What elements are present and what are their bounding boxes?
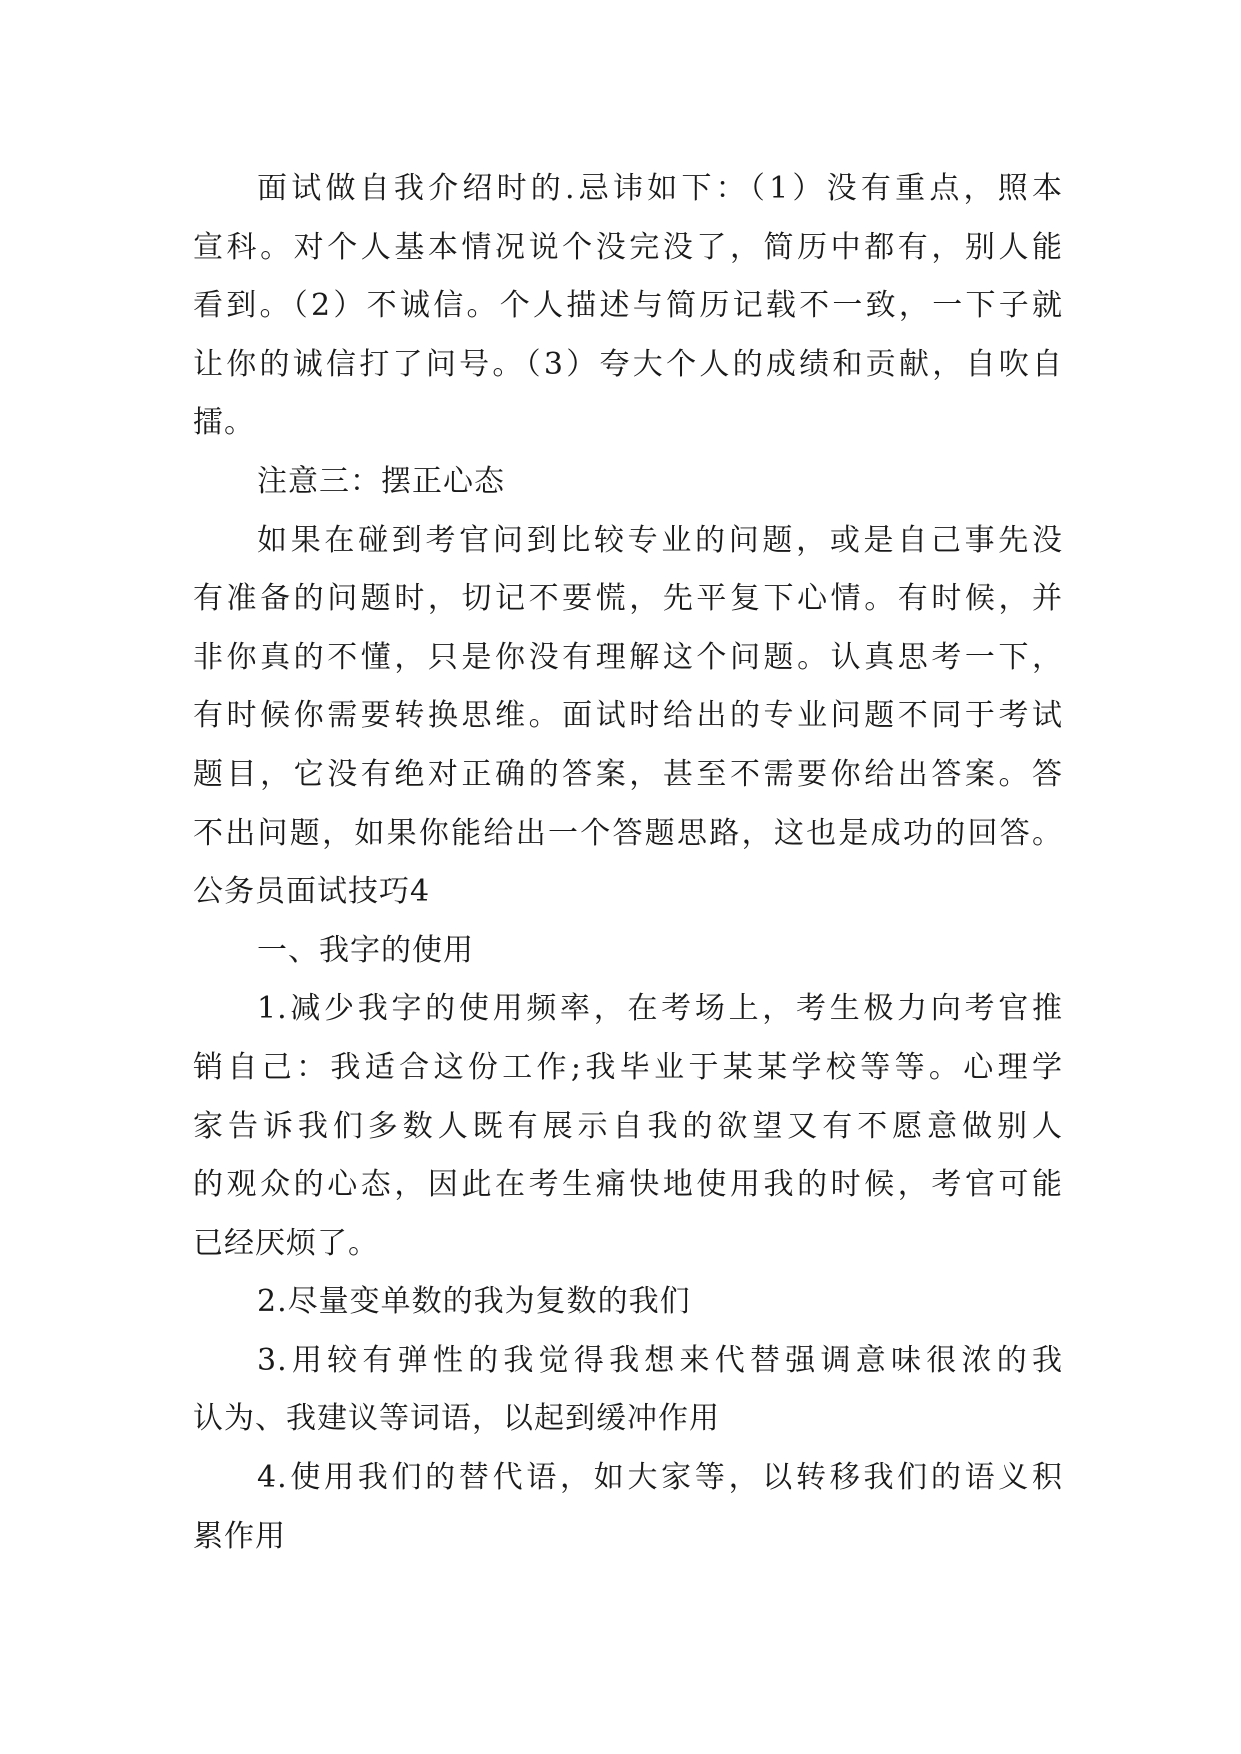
text-line: 1.减少我字的使用频率，在考场上，考生极力向考官推: [257, 991, 1063, 1027]
text-line: 让你的诚信打了问号。（3）夸大个人的成绩和贡献，自吹自: [193, 346, 1063, 382]
text-line: 看到。（2）不诚信。个人描述与简历记载不一致，一下子就: [193, 288, 1063, 324]
text-line: 如果在碰到考官问到比较专业的问题，或是自己事先没: [257, 522, 1063, 558]
document-body: [193, 160, 1063, 1566]
text-line: 4.使用我们的替代语，如大家等，以转移我们的语义积: [257, 1460, 1063, 1496]
text-line: 有时候你需要转换思维。面试时给出的专业问题不同于考试: [193, 698, 1063, 734]
text-line: 累作用: [193, 1518, 286, 1554]
text-line: 认为、我建议等词语，以起到缓冲作用: [193, 1401, 720, 1437]
section-heading: 注意三：摆正心态: [257, 463, 505, 499]
text-line: 家告诉我们多数人既有展示自我的欲望又有不愿意做别人: [193, 1108, 1063, 1144]
text-line: 的观众的心态，因此在考生痛快地使用我的时候，考官可能: [193, 1167, 1063, 1203]
article-title: 公务员面试技巧4: [193, 874, 431, 910]
text-line: 3.用较有弹性的我觉得我想来代替强调意味很浓的我: [257, 1342, 1063, 1378]
text-line: 擂。: [193, 405, 255, 441]
text-line: 非你真的不懂，只是你没有理解这个问题。认真思考一下，: [193, 639, 1063, 675]
text-line: 2.尽量变单数的我为复数的我们: [257, 1284, 691, 1320]
section-heading: 一、我字的使用: [257, 932, 474, 968]
text-line: 已经厌烦了。: [193, 1225, 379, 1261]
text-line: 面试做自我介绍时的.忌讳如下：（1）没有重点，照本: [257, 171, 1063, 206]
text-line: 有准备的问题时，切记不要慌，先平复下心情。有时候，并: [193, 581, 1063, 617]
text-line: 销自己：我适合这份工作;我毕业于某某学校等等。心理学: [193, 1049, 1063, 1085]
text-line: 宣科。对个人基本情况说个没完没了，简历中都有，别人能: [193, 229, 1063, 265]
text-line: 不出问题，如果你能给出一个答题思路，这也是成功的回答。: [193, 815, 1063, 851]
text-line: 题目，它没有绝对正确的答案，甚至不需要你给出答案。答: [193, 756, 1063, 792]
